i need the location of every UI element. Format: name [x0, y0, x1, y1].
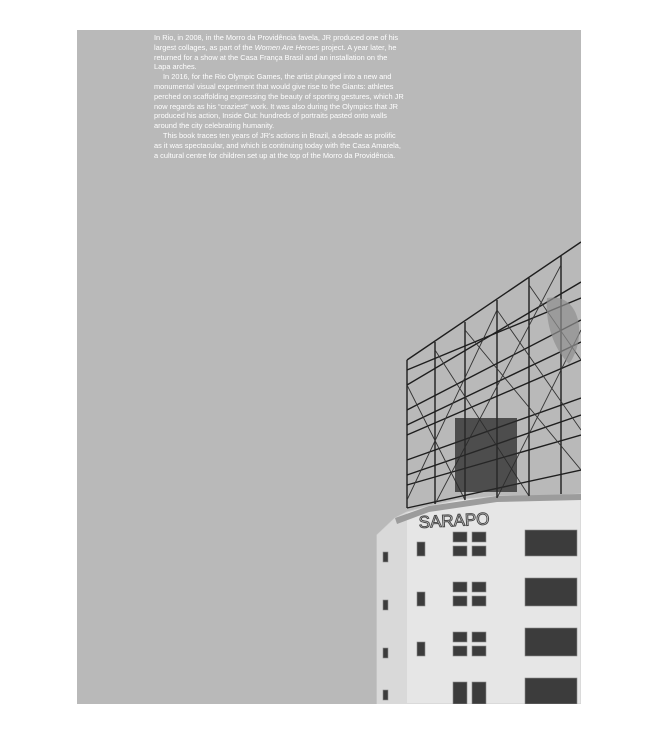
book-back-cover — [77, 30, 581, 704]
blurb-paragraph-3: This book traces ten years of JR's actions in Brazil, a decade as prolific as it was spectacular, and which is continuing today with the Casa Amarela, a cultural centre for children set up at the top of the Morro da Providência. — [154, 130, 401, 160]
scaffold-panel — [455, 418, 517, 492]
blurb-paragraph-2: In 2016, for the Rio Olympic Games, the artist plunged into a new and monumental visual experiment that would give rise to the Giants: athletes perched on scaffolding expressing the beauty of sporting gestures, which JR now regards as his “craziest” work. It was also during the Olympics that JR produced his action, Inside Out: hundreds of portraits pasted onto walls around the city celebrating humanity. — [154, 72, 404, 131]
building-side — [377, 512, 407, 704]
blurb-p1-end: project. A year later, he returned for a show at the Casa França Brasil and an installation on the Lapa arches. — [154, 42, 397, 72]
graffiti-text: SARAPO — [418, 509, 490, 532]
blurb-p1-project-title: Women Are Heroes — [254, 42, 320, 52]
portrait-circle — [547, 297, 579, 364]
blurb-p1-start: In Rio, in 2008, in the Morro da Providência favela, JR produced one of his largest collages, as part of the — [154, 33, 399, 52]
building-scaffolding-photo — [77, 30, 581, 704]
